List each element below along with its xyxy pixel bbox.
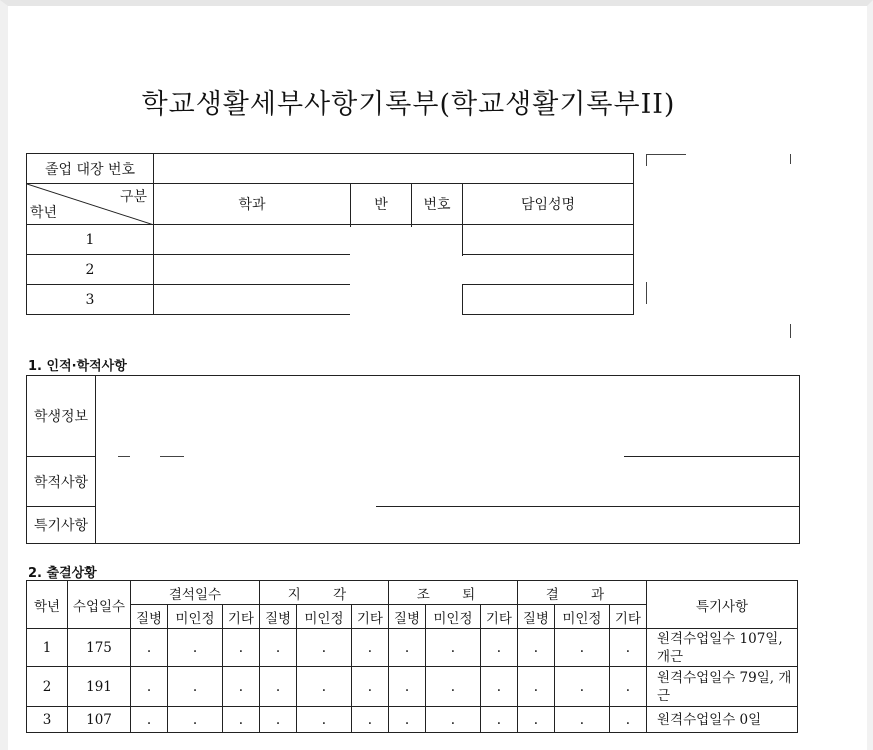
column-group-tardy: 지 각 — [259, 581, 388, 605]
redacted-area — [462, 256, 602, 284]
count-cell: . — [297, 629, 352, 667]
redacted-area — [350, 227, 462, 315]
school-days-cell: 175 — [68, 629, 131, 667]
count-cell: . — [131, 667, 168, 707]
sub-header-illness: 질병 — [131, 605, 168, 629]
column-header-grade: 학년 — [27, 581, 68, 629]
column-group-absence: 결석일수 — [131, 581, 260, 605]
column-header-notes: 특기사항 — [647, 581, 798, 629]
photo-frame-line — [646, 282, 647, 304]
class-info-table — [26, 153, 634, 315]
count-cell: . — [554, 707, 609, 733]
grade-cell: 3 — [27, 707, 68, 733]
count-cell: . — [351, 629, 388, 667]
count-cell: . — [480, 667, 517, 707]
attendance-table — [26, 580, 798, 733]
sub-header-unexcused: 미인정 — [297, 605, 352, 629]
count-cell: . — [222, 629, 259, 667]
redacted-area — [96, 458, 799, 506]
count-cell: . — [259, 667, 296, 707]
count-cell: . — [388, 629, 425, 667]
table-line-fragment — [118, 456, 130, 457]
count-cell: . — [297, 707, 352, 733]
sub-header-illness: 질병 — [259, 605, 296, 629]
grade-row-label: 3 — [27, 285, 154, 315]
column-header-school-days: 수업일수 — [68, 581, 131, 629]
graduation-number-label: 졸업 대장 번호 — [27, 154, 154, 184]
grade-row-label: 1 — [27, 225, 154, 255]
column-header-homeroom-teacher: 담임성명 — [463, 184, 634, 225]
count-cell: . — [168, 707, 223, 733]
count-cell: . — [259, 629, 296, 667]
column-header-department: 학과 — [154, 184, 351, 225]
attendance-row — [27, 629, 798, 667]
school-days-cell: 107 — [68, 707, 131, 733]
column-group-class-absence: 결 과 — [517, 581, 646, 605]
count-cell: . — [168, 629, 223, 667]
sub-header-unexcused: 미인정 — [425, 605, 480, 629]
special-notes-value — [96, 507, 800, 544]
count-cell: . — [517, 707, 554, 733]
sub-header-illness: 질병 — [388, 605, 425, 629]
count-cell: . — [425, 629, 480, 667]
sub-header-unexcused: 미인정 — [168, 605, 223, 629]
count-cell: . — [168, 667, 223, 707]
sub-header-illness: 질병 — [517, 605, 554, 629]
count-cell: . — [388, 707, 425, 733]
count-cell: . — [554, 629, 609, 667]
count-cell: . — [131, 629, 168, 667]
count-cell: . — [425, 707, 480, 733]
redacted-area — [96, 505, 376, 509]
sub-header-other: 기타 — [222, 605, 259, 629]
sub-header-other: 기타 — [480, 605, 517, 629]
count-cell: . — [480, 707, 517, 733]
attendance-note: 원격수업일수 107일, 개근 — [647, 629, 798, 667]
count-cell: . — [297, 667, 352, 707]
section-heading-personal: 1. 인적·학적사항 — [28, 359, 127, 374]
count-cell: . — [517, 629, 554, 667]
attendance-row — [27, 667, 798, 707]
sub-header-unexcused: 미인정 — [554, 605, 609, 629]
column-header-number: 번호 — [412, 184, 463, 225]
count-cell: . — [609, 629, 646, 667]
count-cell: . — [351, 667, 388, 707]
graduation-number-value — [154, 154, 634, 184]
count-cell: . — [425, 667, 480, 707]
grade-cell: 2 — [27, 667, 68, 707]
sub-header-other: 기타 — [351, 605, 388, 629]
table-line-fragment — [160, 456, 184, 457]
academic-record-label: 학적사항 — [27, 457, 96, 507]
section-heading-attendance: 2. 출결상황 — [28, 566, 97, 581]
photo-frame-line — [646, 154, 686, 155]
special-notes-label: 특기사항 — [27, 507, 96, 544]
grade-row-label: 2 — [27, 255, 154, 285]
attendance-note: 원격수업일수 79일, 개근 — [647, 667, 798, 707]
grade-label: 학년 — [30, 205, 58, 221]
category-label: 구분 — [119, 189, 147, 205]
sub-header-other: 기타 — [609, 605, 646, 629]
count-cell: . — [609, 667, 646, 707]
count-cell: . — [222, 707, 259, 733]
attendance-note: 원격수업일수 0일 — [647, 707, 798, 733]
school-days-cell: 191 — [68, 667, 131, 707]
column-group-early-leave: 조 퇴 — [388, 581, 517, 605]
grade-cell: 1 — [27, 629, 68, 667]
diagonal-header-cell — [27, 184, 154, 225]
count-cell: . — [388, 667, 425, 707]
count-cell: . — [351, 707, 388, 733]
photo-frame-line — [790, 154, 791, 164]
column-header-class: 반 — [351, 184, 412, 225]
redacted-area — [338, 256, 350, 284]
student-info-label: 학생정보 — [27, 376, 96, 457]
count-cell: . — [222, 667, 259, 707]
count-cell: . — [609, 707, 646, 733]
count-cell: . — [131, 707, 168, 733]
count-cell: . — [259, 707, 296, 733]
count-cell: . — [517, 667, 554, 707]
count-cell: . — [554, 667, 609, 707]
redacted-area — [96, 376, 799, 456]
attendance-row — [27, 707, 798, 733]
photo-frame-line — [790, 324, 791, 338]
page-title: 학교생활세부사항기록부(학교생활기록부II) — [141, 89, 676, 120]
photo-frame-line — [646, 154, 647, 166]
count-cell: . — [480, 629, 517, 667]
